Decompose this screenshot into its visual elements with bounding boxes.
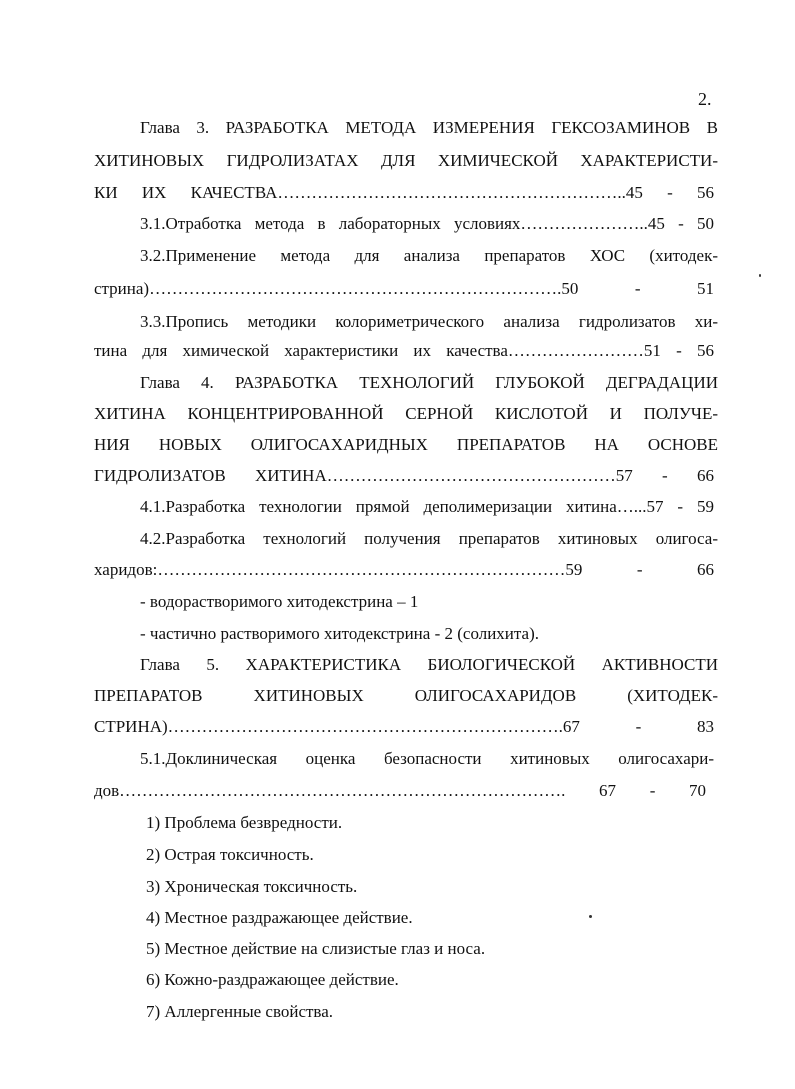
toc-line-4-2b: харидов:………………………………………………………………59 - 66	[94, 560, 714, 579]
toc-line-ch3-title-2: ХИТИНОВЫХ ГИДРОЛИЗАТАХ ДЛЯ ХИМИЧЕСКОЙ ХАРАКТЕРИСТИ-	[94, 151, 718, 170]
toc-line-4-2a: 4.2.Разработка технологий получения препаратов хитиновых олигоса-	[140, 529, 718, 548]
toc-line-3-3a: 3.3.Пропись методики колориметрического анализа гидролизатов хи-	[140, 312, 718, 331]
toc-line-3-3b: тина для химической характеристики их качества……………………51 - 56	[94, 341, 714, 360]
toc-line-ch3-title-3: КИ ИХ КАЧЕСТВА……………………………………………………..45 - 56	[94, 183, 714, 202]
toc-line-4-2-item-1: - водорастворимого хитодекстрина – 1	[140, 592, 419, 611]
toc-line-ch4-title-1: Глава 4. РАЗРАБОТКА ТЕХНОЛОГИЙ ГЛУБОКОЙ ДЕГРАДАЦИИ	[140, 373, 718, 392]
toc-line-3-1: 3.1.Отработка метода в лабораторных условиях…………………..45 - 50	[140, 214, 714, 233]
toc-line-ch5-title-3: СТРИНА)…………………………………………………………….67 - 83	[94, 717, 714, 736]
toc-line-ch4-title-4: ГИДРОЛИЗАТОВ ХИТИНА……………………………………………57 - 66	[94, 466, 714, 485]
toc-line-ch3-title-1: Глава 3. РАЗРАБОТКА МЕТОДА ИЗМЕРЕНИЯ ГЕКСОЗАМИНОВ В	[140, 118, 718, 137]
toc-line-4-1: 4.1.Разработка технологии прямой деполимеризации хитина…...57 - 59	[140, 497, 714, 516]
toc-sublist-item-3: 3) Хроническая токсичность.	[146, 877, 358, 896]
toc-line-5-1a: 5.1.Доклиническая оценка безопасности хитиновых олигосахари-	[140, 749, 714, 768]
toc-sublist-item-2: 2) Острая токсичность.	[146, 845, 314, 864]
toc-sublist-item-5: 5) Местное действие на слизистые глаз и носа.	[146, 939, 486, 958]
toc-line-4-2-item-2: - частично растворимого хитодекстрина - 2 (солихита).	[140, 624, 539, 643]
toc-sublist-item-6: 6) Кожно-раздражающее действие.	[146, 970, 399, 989]
toc-line-3-2a: 3.2.Применение метода для анализа препаратов ХОС (хитодек-	[140, 246, 718, 265]
scan-speck	[759, 274, 761, 277]
toc-line-ch4-title-3: НИЯ НОВЫХ ОЛИГОСАХАРИДНЫХ ПРЕПАРАТОВ НА ОСНОВЕ	[94, 435, 718, 454]
scan-speck	[589, 915, 592, 918]
toc-line-3-2b: стрина)……………………………………………………………….50 - 51	[94, 279, 714, 298]
toc-line-ch5-title-2: ПРЕПАРАТОВ ХИТИНОВЫХ ОЛИГОСАХАРИДОВ (ХИТОДЕК-	[94, 686, 718, 705]
toc-line-ch4-title-2: ХИТИНА КОНЦЕНТРИРОВАННОЙ СЕРНОЙ КИСЛОТОЙ И ПОЛУЧЕ-	[94, 404, 718, 423]
toc-line-5-1b: дов……………………………………………………………………. 67 - 70	[94, 781, 706, 800]
toc-sublist-item-1: 1) Проблема безвредности.	[146, 813, 343, 832]
page-number: 2.	[698, 89, 712, 109]
toc-line-ch5-title-1: Глава 5. ХАРАКТЕРИСТИКА БИОЛОГИЧЕСКОЙ АКТИВНОСТИ	[140, 655, 718, 674]
toc-sublist-item-7: 7) Аллергенные свойства.	[146, 1002, 334, 1021]
toc-sublist-item-4: 4) Местное раздражающее действие.	[146, 908, 413, 927]
